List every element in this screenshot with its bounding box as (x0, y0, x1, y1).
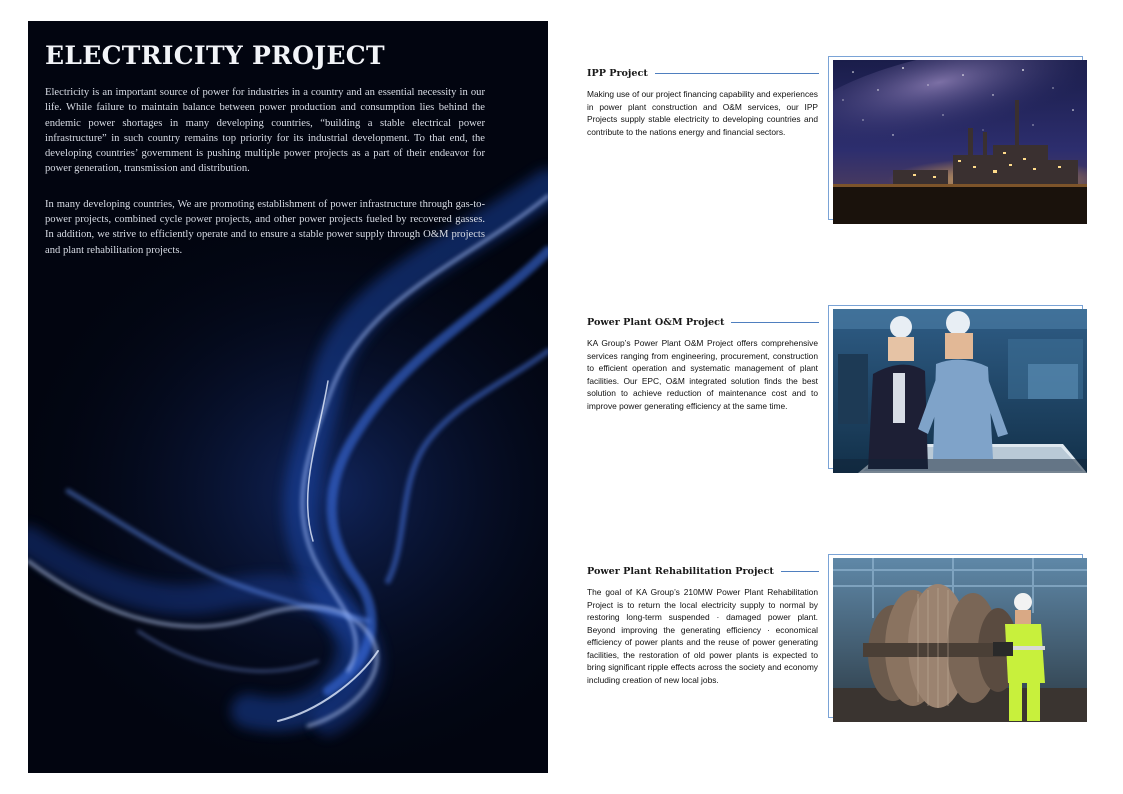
intro-paragraph: Electricity is an important source of power for industries in a country and an essential necessity in our life. While failure to maintain balance between power production and consumption lies behind the endemic power shortages in many developing countries, “building a stable electrical power infrastructure” in such country remains top priority for its industrial development. To that end, the developing countries’ government is pushing multiple power projects as a part of their endeavor for power generation, transmission and distribution. (45, 87, 485, 175)
section-heading (587, 66, 819, 80)
section-om-project (587, 315, 1087, 485)
section-title: Power Plant O&M Project (587, 316, 725, 328)
section-rehabilitation-project (587, 564, 1087, 734)
section-description: The goal of KA Group’s 210MW Power Plant Rehabilitation Project is to return the local electricity supply to normal by restoring long-term suspended · damaged power plant. Beyond improving the generating efficiency · economical efficiency of power plants and the reuse of power generating facilities, the restoration of old power plants is expected to bring significant ripple effects across the society and economy including creation of new local jobs. (587, 587, 818, 685)
section-ipp-project (587, 66, 1087, 236)
heading-rule (781, 571, 819, 572)
turbine-engineer-photo (833, 558, 1087, 722)
page-title: ELECTRICITY PROJECT (45, 41, 385, 70)
engineers-control-room-photo (833, 309, 1087, 473)
heading-rule (731, 322, 819, 323)
intro-text (45, 85, 485, 278)
section-heading (587, 564, 819, 578)
section-description: Making use of our project financing capability and experiences in power plant construction and O&M services, our IPP Projects supply stable electricity to developing countries and contribute to the nations energy and financial sectors. (587, 89, 818, 137)
section-title: Power Plant Rehabilitation Project (587, 565, 774, 577)
intro-paragraph: In many developing countries, We are promoting establishment of power infrastructure through gas-to-power projects, combined cycle power projects, and other power projects fueled by recovered gasses. In addition, we strive to efficiently operate and to ensure a stable power supply through O&M projects and plant rehabilitation projects. (45, 198, 485, 256)
heading-rule (655, 73, 819, 74)
section-title: IPP Project (587, 67, 648, 79)
power-plant-night-photo (833, 60, 1087, 224)
section-description: KA Group’s Power Plant O&M Project offers comprehensive services ranging from engineering, procurement, construction to efficient operation and systematic management of plant facilities. Our EPC, O&M integrated solution finds the best solution to achieve reduction of maintenance cost and to improve power generating efficiency at the same time. (587, 338, 818, 411)
cover-panel (28, 21, 548, 773)
section-heading (587, 315, 819, 329)
